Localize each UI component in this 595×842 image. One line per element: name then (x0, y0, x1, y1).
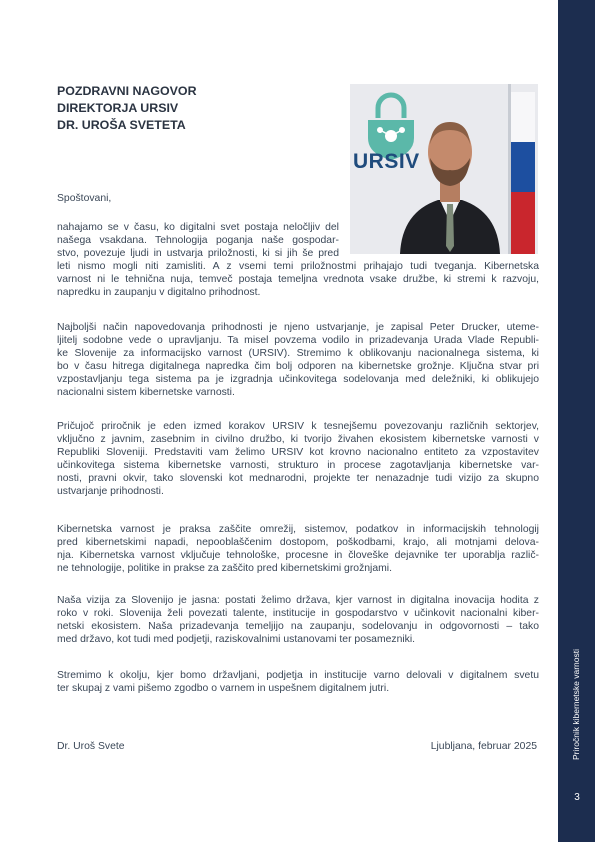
text-line: Pričujoč priročnik je eden izmed korakov URSIV k tesnejšemu povezovanju različnih sektorjev, (57, 421, 539, 432)
text-line: pred kibernetskimi napadi, nepooblaščenim dostopom, poškodbami, krajo, ali motnjami delova- (57, 536, 539, 548)
sidebar-publication-title: Priročnik kibernetske varnosti (571, 648, 581, 760)
text-line: napredku in zaupanju v digitalno prihodnost. (57, 286, 261, 298)
text-line: nosti, pravni okvir, tako slovenski kot mednarodni, projekte ter nenazadnje tudi vizijo za skupno (57, 472, 539, 484)
text-line: vzpostavljanju tega sistema pa je izgradnja učinkovitega sodelovanja med deležniki, ki oblikujejo (57, 373, 539, 385)
text-line: stvo, povezuje ljudi in ustvarja priložnosti, ki si jih še pred (57, 247, 339, 259)
intro-paragraph (57, 222, 539, 299)
flag-white-stripe (511, 92, 535, 142)
text-line: Naša vizija za Slovenijo je jasna: postati želimo država, kjer varnost in digitalna inovacija hodita z (57, 595, 539, 606)
text-line: našega vsakdana. Tehnologija poganja naše gospodar- (57, 234, 339, 246)
text-line: Najboljši način napovedovanja prihodnosti je njeno ustvarjanje, je zapisal Peter Drucker, uteme- (57, 322, 539, 333)
text-line: Kibernetska varnost je praksa zaščite omrežij, sistemov, podatkov in informacijskih tehnologij (57, 524, 539, 535)
flag-blue-stripe (511, 142, 535, 192)
text-line: varnost ni le tehnična nuja, temveč postaja temeljna vrednota vsake družbe, ki stremi k razvoju, (57, 273, 539, 285)
text-line: ter skupaj z vami pišemo zgodbo o varnem in uspešnem digitalnem jutri. (57, 682, 390, 694)
text-line: nja. Kibernetska varnost vključuje tehnološke, procesne in človeške dejavnike ter uporablja različ- (57, 549, 539, 561)
title-line: DIREKTORJA URSIV (57, 101, 179, 115)
text-line: učinkovitega sistema kibernetske varnosti, strukturo in procese zagotavljanja kibernetske var- (57, 459, 539, 471)
text-line: netski ekosistem. Naša prizadevanja temeljijo na zaupanju, sodelovanju in odgovornosti – tako (57, 620, 539, 632)
text-line: Republiki Sloveniji. Predstaviti vam želimo URSIV kot krovno nacionalno entiteto za vzpostavitev (57, 446, 539, 458)
text-line: ljitelj sodobne vede o upravljanju. Ta misel povzema vodilo in prizadevanja Urada Vlade Republi- (57, 334, 539, 346)
paragraph-closing (57, 670, 539, 696)
paragraph-handbook (57, 421, 539, 498)
paragraph-vision (57, 595, 539, 647)
signature-name: Dr. Uroš Svete (57, 741, 125, 752)
text-line: Stremimo k okolju, kjer bomo državljani, podjetja in institucije varno delovali v digitalnem svetu (57, 670, 539, 681)
text-line: ke Slovenije za informacijsko varnost (URSIV). Stremimo k oblikovanju nacionalnega sistema, ki (57, 347, 539, 359)
paragraph-drucker (57, 322, 539, 399)
greeting: Spoštovani, (57, 193, 112, 204)
title-line: DR. UROŠA SVETETA (57, 118, 186, 132)
text-line: roko v roki. Slovenija želi povezati talente, institucije in gospodarstvo v učinkovit nacionalni kiber- (57, 607, 539, 619)
page-title (57, 83, 337, 134)
text-line: bo v času hitrega digitalnega napredka čim bolj odporen na kibernetske grožnje. Ključna stvar pri (57, 360, 539, 372)
text-line: ustvarjanje prihodnosti. (57, 485, 164, 497)
text-line: vključno z javnim, zasebnim in civilno družbo, ki tvorijo živahen ekosistem kibernetske varnosti v (57, 433, 539, 445)
page-number: 3 (574, 792, 580, 803)
text-line: nahajamo se v času, ko digitalni svet postaja neločljiv del (57, 222, 339, 233)
text-line: ne tehnologije, politike in prakse za zaščito pred kibernetskimi grožnjami. (57, 562, 392, 574)
logo-wordmark: URSIV (353, 150, 420, 173)
paragraph-definition (57, 524, 539, 576)
text-line: nacionalni sistem kibernetske varnosti. (57, 386, 235, 398)
text-line: leti nismo mogli niti zamisliti. A z vsemi temi priložnostmi prihajajo tudi tveganja. Kibernetska (57, 260, 539, 272)
text-line: med državo, kot tudi med podjetji, raziskovalnimi ustanovami ter posamezniki. (57, 633, 416, 645)
title-line: POZDRAVNI NAGOVOR (57, 84, 197, 98)
signature-place-date: Ljubljana, februar 2025 (430, 741, 537, 752)
